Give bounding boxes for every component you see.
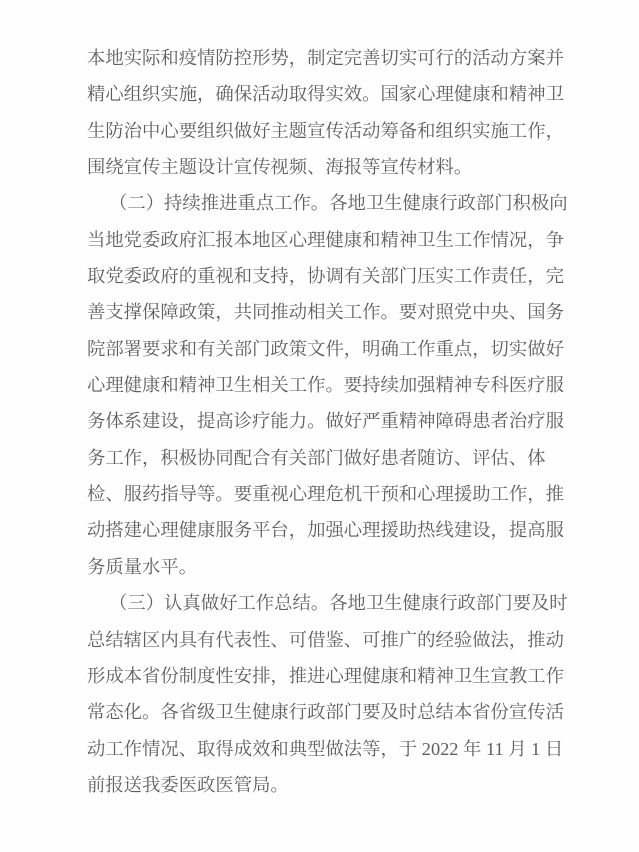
document-text-block xyxy=(87,40,575,803)
paragraph-continuation: 本地实际和疫情防控形势，制定完善切实可行的活动方案并精心组织实施，确保活动取得实效。国家心理健康和精神卫生防治中心要组织做好主题宣传活动筹备和组织实施工作，围绕宣传主题设计宣传视频、海报等宣传材料。 xyxy=(87,48,564,178)
paragraph-section-3: （三）认真做好工作总结。各地卫生健康行政部门要及时总结辖区内具有代表性、可借鉴、可推广的经验做法，推动形成本省份制度性安排，推进心理健康和精神卫生宣教工作常态化。各省级卫生健康行政部门要及时总结本省份宣传活动工作情况、取得成效和典型做法等，于 2022 年 11 月 1 日前报送我委医政医管局。 xyxy=(87,593,568,795)
paragraph-section-2: （二）持续推进重点工作。各地卫生健康行政部门积极向当地党委政府汇报本地区心理健康和精神卫生工作情况，争取党委政府的重视和支持，协调有关部门压实工作责任，完善支撑保障政策，共同推动相关工作。要对照党中央、国务院部署要求和有关部门政策文件，明确工作重点，切实做好心理健康和精神卫生相关工作。要持续加强精神专科医疗服务体系建设，提高诊疗能力。做好严重精神障碍患者治疗服务工作，积极协同配合有关部门做好患者随访、评估、体检、服药指导等。要重视心理危机干预和心理援助工作，推动搭建心理健康服务平台，加强心理援助热线建设，提高服务质量水平。 xyxy=(87,193,568,577)
